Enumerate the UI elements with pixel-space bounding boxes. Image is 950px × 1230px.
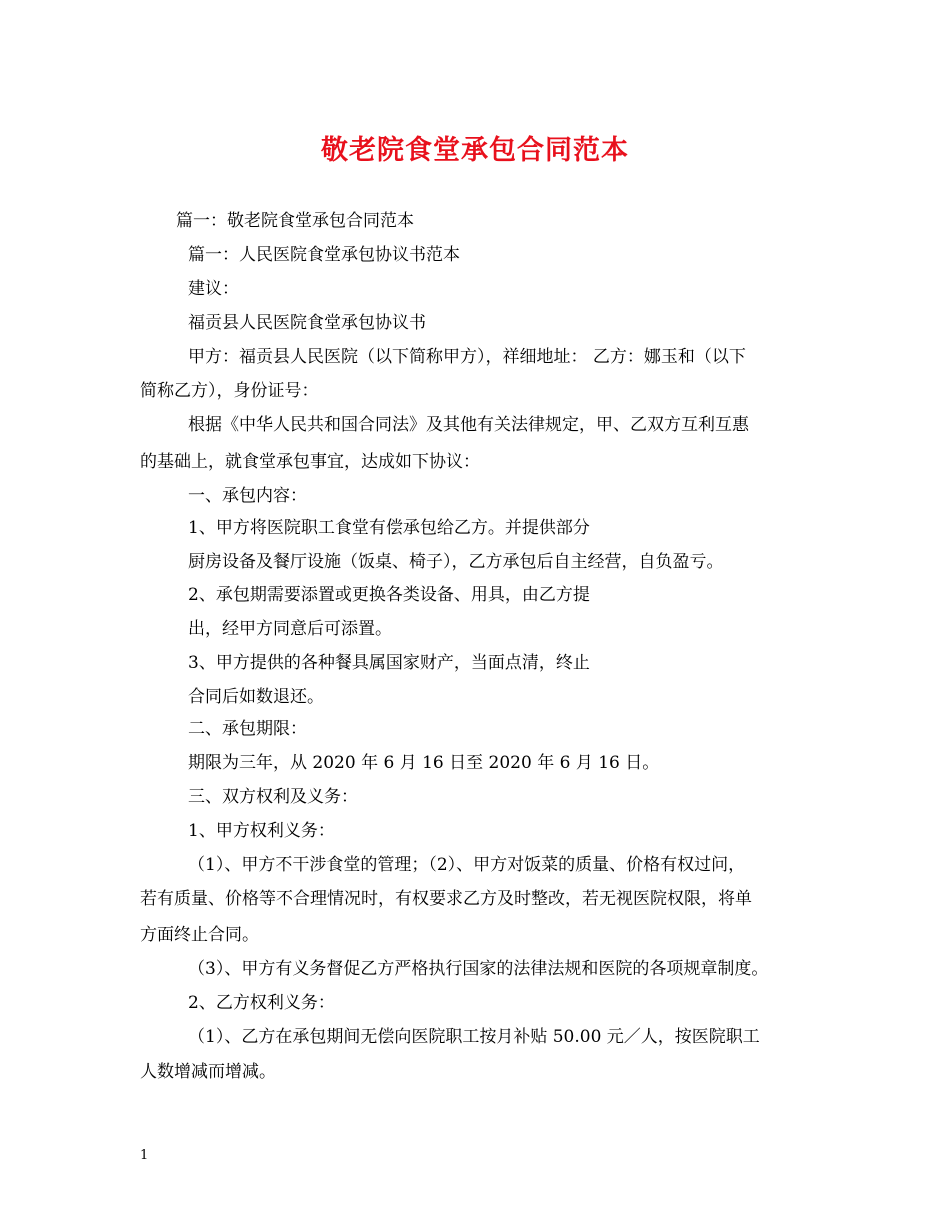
text-line: 1、甲方权利义务： [188, 821, 335, 841]
text-line: 福贡县人民医院食堂承包协议书 [188, 313, 426, 333]
text-line: 根据《中华人民共和国合同法》及其他有关法律规定，甲、乙双方互利互惠 [188, 415, 749, 435]
text-line: 1、甲方将医院职工食堂有偿承包给乙方。并提供部分 [188, 518, 590, 538]
text-line: 建议： [188, 279, 239, 299]
text-line: 的基础上，就食堂承包事宜，达成如下协议： [140, 452, 480, 472]
text-line: 厨房设备及餐厅设施（饭桌、椅子），乙方承包后自主经营，自负盈亏。 [188, 552, 724, 572]
text-line: 人数增减而增减。 [140, 1062, 276, 1082]
text-line: 出，经甲方同意后可添置。 [188, 619, 392, 639]
text-line: 甲方：福贡县人民医院（以下简称甲方），祥细地址： 乙方：娜玉和（以下 [188, 347, 746, 367]
text-line: 期限为三年，从 2020 年 6 月 16 日至 2020 年 6 月 16 日。 [188, 753, 660, 773]
text-line: （1）、甲方不干涉食堂的管理；（2）、甲方对饭菜的质量、价格有权过问， [188, 855, 746, 875]
text-line: 简称乙方），身份证号： [140, 381, 319, 401]
document-title: 敬老院食堂承包合同范本 [321, 135, 629, 166]
text-line: 篇一：敬老院食堂承包合同范本 [176, 211, 414, 231]
text-line: 合同后如数退还。 [188, 687, 324, 707]
page-number: 1 [140, 1148, 149, 1163]
text-line: 2、乙方权利义务： [188, 993, 335, 1013]
text-line: （3）、甲方有义务督促乙方严格执行国家的法律法规和医院的各项规章制度。 [188, 959, 769, 979]
text-line: 二、承包期限： [188, 719, 307, 739]
text-line: 方面终止合同。 [140, 925, 259, 945]
text-line: （1）、乙方在承包期间无偿向医院职工按月补贴 50.00 元／人，按医院职工 [188, 1027, 760, 1047]
text-line: 三、双方权利及义务： [188, 787, 358, 807]
text-line: 篇一：人民医院食堂承包协议书范本 [188, 245, 460, 265]
text-line: 若有质量、价格等不合理情况时，有权要求乙方及时整改，若无视医院权限，将单 [140, 889, 752, 909]
text-line: 3、甲方提供的各种餐具属国家财产，当面点清，终止 [188, 653, 590, 673]
text-line: 一、承包内容： [188, 486, 307, 506]
text-line: 2、承包期需要添置或更换各类设备、用具，由乙方提 [188, 585, 590, 605]
